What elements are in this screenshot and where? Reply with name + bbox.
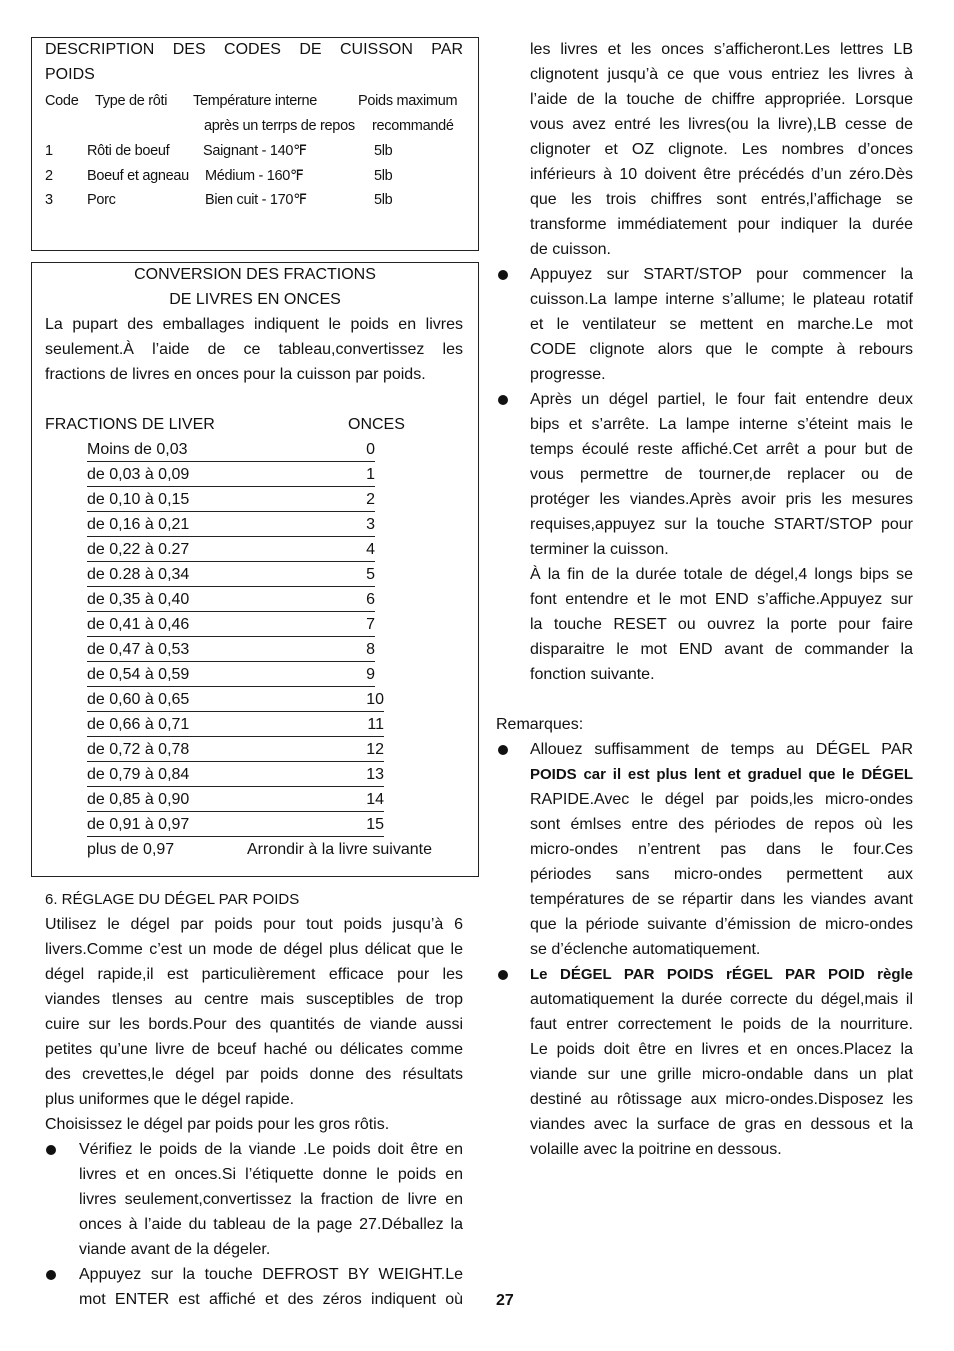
section-6-paragraph: plus uniformes que le dégel rapide. — [45, 1091, 295, 1108]
conversion-row — [87, 612, 375, 637]
remarks-heading: Remarques: — [496, 716, 584, 733]
codes-row-code: 1 — [45, 143, 53, 159]
fraction-range: de 0,79 à 0,84 — [87, 766, 190, 783]
end-of-defrost-text: font entendre et le mot END s’affiche.Appuyez sur — [530, 591, 913, 608]
conversion-row — [87, 787, 384, 812]
section-6-paragraph-2: Choisissez le dégel par poids pour les gros rôtis. — [45, 1116, 390, 1133]
section-6-paragraph: Utilisez le dégel par poids pour tout poids jusqu’à 6 — [45, 916, 463, 933]
right-continuation: clignotent jusqu’à ce que vous entriez les livres à — [530, 66, 913, 83]
fraction-range: de 0.28 à 0,34 — [87, 566, 190, 583]
bullet-1-text: livres seulement,convertissez la fraction de livre en — [79, 1191, 463, 1208]
right-continuation: clignoter et OZ clignote. Les nombres d’onces — [530, 141, 913, 158]
partial-defrost-bullet: terminer la cuisson. — [530, 541, 669, 558]
codes-row-temp: Bien cuit - 170℉ — [205, 192, 307, 208]
bullet-1-text: onces à l’aide du tableau de la page 27.Déballez la — [79, 1216, 463, 1233]
fraction-range: de 0,72 à 0,78 — [87, 741, 190, 758]
fraction-column-header: FRACTIONS DE LIVER — [45, 416, 215, 433]
bullet-icon — [498, 270, 508, 280]
fraction-range: Moins de 0,03 — [87, 441, 188, 458]
remark-1: Allouez suffisamment de temps au DÉGEL PAR — [530, 741, 913, 758]
codes-row-type: Boeuf et agneau — [87, 168, 189, 184]
codes-row-temp: Saignant - 140℉ — [203, 143, 307, 159]
codes-title-line1: DESCRIPTION DES CODES DE CUISSON PAR — [45, 41, 463, 58]
ounce-value: 0 — [366, 441, 375, 458]
remark-1: sont émlses entre des périodes de repos où les — [530, 816, 913, 833]
end-of-defrost-text: fonction suivante. — [530, 666, 655, 683]
codes-header-weight-2: recommandé — [372, 118, 454, 134]
ounce-value: 10 — [366, 691, 384, 708]
remark-1: micro-ondes n’entrent pas dans le four.Ces — [530, 841, 913, 858]
right-continuation: inférieurs à 10 doivent être précédés d’un zéro.Dès — [530, 166, 913, 183]
section-6-paragraph: dégel rapide,il est particulièrement efficace pour les — [45, 966, 463, 983]
ounce-value: 11 — [367, 716, 384, 733]
conversion-row — [87, 587, 375, 612]
ounce-value: 5 — [366, 566, 375, 583]
partial-defrost-bullet: bips et s’arrête. La lampe interne s’éteint mais le — [530, 416, 913, 433]
codes-row-weight: 5lb — [374, 143, 393, 159]
bullet-2-text: Appuyez sur la touche DEFROST BY WEIGHT.Le — [79, 1266, 463, 1283]
end-of-defrost-text: À la fin de la durée totale de dégel,4 longs bips se — [530, 566, 913, 583]
bullet-2-text: mot ENTER est affiché et des zéros indiquent où — [79, 1291, 463, 1308]
bullet-1-text: viande avant de la dégeler. — [79, 1241, 271, 1258]
ounce-value: 2 — [366, 491, 375, 508]
fraction-range: de 0,22 à 0.27 — [87, 541, 190, 558]
end-of-defrost-text: la touche RESET ou ouvrez la porte pour faire — [530, 616, 913, 633]
codes-header-type: Type de rôti — [95, 93, 168, 109]
remark-2: viandes avec la surface de gras en dessous et la — [530, 1116, 913, 1133]
conversion-intro: La pupart des emballages indiquent le poids en livres — [45, 316, 463, 333]
codes-header-code: Code — [45, 93, 79, 109]
partial-defrost-bullet: vous permettre de tourner,de replacer ou de — [530, 466, 913, 483]
remark-2: destiné au rôtissage aux micro-ondes.Disposez les — [530, 1091, 913, 1108]
remark-1: que la période suivante d’émission de micro-ondes — [530, 916, 913, 933]
bullet-1-text: livres et en onces.Si l’étiquette donne le poids en — [79, 1166, 463, 1183]
codes-row-type: Porc — [87, 192, 116, 208]
remark-1: températures de se répartir dans les viandes avant — [530, 891, 913, 908]
section-6-paragraph: des crevettes,le dégel par poids donne des résultats — [45, 1066, 463, 1083]
remark-1: POIDS car il est plus lent et graduel que le DÉGEL — [530, 766, 913, 783]
fraction-range: de 0,03 à 0,09 — [87, 466, 190, 483]
conversion-row — [87, 812, 384, 837]
codes-row-weight: 5lb — [374, 168, 393, 184]
fraction-range: de 0,35 à 0,40 — [87, 591, 190, 608]
section-6-paragraph: viandes tlenses au centre mais susceptibles de trop — [45, 991, 463, 1008]
start-stop-bullet: et le ventilateur se mettent en marche.Le mot — [530, 316, 913, 333]
ounce-value: 6 — [366, 591, 375, 608]
codes-header-temp: Température interne — [193, 93, 318, 109]
codes-row-temp: Médium - 160℉ — [205, 168, 304, 184]
ounce-value: 4 — [366, 541, 375, 558]
fraction-range: de 0,91 à 0,97 — [87, 816, 190, 833]
page-number: 27 — [496, 1292, 514, 1309]
round-up-note: Arrondir à la livre suivante — [247, 841, 432, 858]
remark-1: RAPIDE.Avec le dégel par poids,les micro-ondes — [530, 791, 913, 808]
conversion-row — [87, 687, 384, 712]
start-stop-bullet: CODE clignote alors que le compte à rebours — [530, 341, 913, 358]
ounce-value: 12 — [366, 741, 384, 758]
remark-2: Le DÉGEL PAR POIDS rÉGEL PAR POID règle — [530, 966, 913, 983]
right-continuation: les livres et les onces s’afficheront.Les lettres LB — [530, 41, 913, 58]
conversion-row — [87, 487, 375, 512]
section-6-paragraph: livers.Comme c’est un mode de dégel plus délicat que le — [45, 941, 463, 958]
section-6-heading: 6. RÉGLAGE DU DÉGEL PAR POIDS — [45, 891, 300, 908]
ounce-value: 15 — [366, 816, 384, 833]
fraction-range: de 0,10 à 0,15 — [87, 491, 190, 508]
partial-defrost-bullet: temps écoulé reste affiché.Cet arrêt a pour but de — [530, 441, 913, 458]
ounce-value: 8 — [366, 641, 375, 658]
codes-header-weight: Poids maximum — [358, 93, 458, 109]
ounce-value: 1 — [366, 466, 375, 483]
bullet-icon — [498, 745, 508, 755]
bullet-icon — [46, 1145, 56, 1155]
codes-header-temp-2: après un terrps de repos — [204, 118, 355, 134]
conversion-row — [87, 512, 375, 537]
conversion-title-1: CONVERSION DES FRACTIONS — [134, 266, 376, 283]
conversion-row — [87, 737, 384, 762]
bullet-1-text: Vérifiez le poids de la viande .Le poids doit être en — [79, 1141, 463, 1158]
onces-column-header: ONCES — [348, 416, 405, 433]
conversion-row — [87, 712, 384, 737]
codes-row-code: 3 — [45, 192, 53, 208]
conversion-title-2: DE LIVRES EN ONCES — [169, 291, 341, 308]
codes-row-type: Rôti de boeuf — [87, 143, 170, 159]
remark-2: viande sur une grille micro-ondable dans un plat — [530, 1066, 913, 1083]
start-stop-bullet: Appuyez sur START/STOP pour commencer la — [530, 266, 913, 283]
conversion-row — [87, 462, 375, 487]
partial-defrost-bullet: protéger les viandes.Après avoir pris les mesures — [530, 491, 913, 508]
codes-row-weight: 5lb — [374, 192, 393, 208]
fraction-range-last: plus de 0,97 — [87, 841, 175, 858]
conversion-row — [87, 537, 375, 562]
bullet-icon — [498, 970, 508, 980]
ounce-value: 9 — [366, 666, 375, 683]
partial-defrost-bullet: requises,appuyez sur la touche START/STOP pour — [530, 516, 913, 533]
fraction-range: de 0,16 à 0,21 — [87, 516, 190, 533]
ounce-value: 14 — [366, 791, 384, 808]
right-continuation: de cuisson. — [530, 241, 611, 258]
section-6-paragraph: petites qu’une livre de bceuf haché ou délicates comme — [45, 1041, 463, 1058]
conversion-row — [87, 637, 375, 662]
section-6-paragraph: cuire sur les bords.Pour des quantités de viande aussi — [45, 1016, 463, 1033]
remark-1: se d’éclenche automatiquement. — [530, 941, 761, 958]
fraction-range: de 0,60 à 0,65 — [87, 691, 190, 708]
fraction-range: de 0,47 à 0,53 — [87, 641, 190, 658]
right-continuation: vous avez entré les livres(ou la livre),LB cesse de — [530, 116, 913, 133]
codes-row-code: 2 — [45, 168, 53, 184]
conversion-row — [87, 662, 375, 687]
partial-defrost-bullet: Après un dégel partiel, le four fait entendre deux — [530, 391, 913, 408]
ounce-value: 7 — [366, 616, 375, 633]
remark-2: Le poids doit être en livres et en onces.Placez la — [530, 1041, 913, 1058]
ounce-value: 3 — [366, 516, 375, 533]
conversion-row — [87, 562, 375, 587]
fraction-range: de 0,85 à 0,90 — [87, 791, 190, 808]
fraction-range: de 0,41 à 0,46 — [87, 616, 190, 633]
fraction-range: de 0,66 à 0,71 — [87, 716, 190, 733]
remark-1: périodes sans micro-ondes permettent aux — [530, 866, 913, 883]
conversion-intro: fractions de livres en onces pour la cuisson par poids. — [45, 366, 426, 383]
conversion-row — [87, 762, 384, 787]
fraction-range: de 0,54 à 0,59 — [87, 666, 190, 683]
ounce-value: 13 — [366, 766, 384, 783]
remark-2: volaille avec la poitrine en dessous. — [530, 1141, 782, 1158]
remark-2: automatiquement la durée correcte du dégel,mais il — [530, 991, 913, 1008]
codes-title-line2: POIDS — [45, 66, 95, 83]
bullet-icon — [46, 1270, 56, 1280]
conversion-row — [87, 437, 375, 462]
conversion-intro: seulement.À l’aide de ce tableau,convertissez les — [45, 341, 463, 358]
end-of-defrost-text: disparaitre le mot END avant de commander la — [530, 641, 913, 658]
right-continuation: l’aide de la touche de chiffre appropriée. Lorsque — [530, 91, 913, 108]
start-stop-bullet: cuisson.La lampe interne s’allume; le plateau rotatif — [530, 291, 913, 308]
remark-2: faut entrer correctement le poids de la nourriture. — [530, 1016, 913, 1033]
start-stop-bullet: progresse. — [530, 366, 606, 383]
right-continuation: que les trois chiffres sont entrés,l’affichage se — [530, 191, 913, 208]
right-continuation: transforme immédiatement pour indiquer la durée — [530, 216, 913, 233]
bullet-icon — [498, 395, 508, 405]
